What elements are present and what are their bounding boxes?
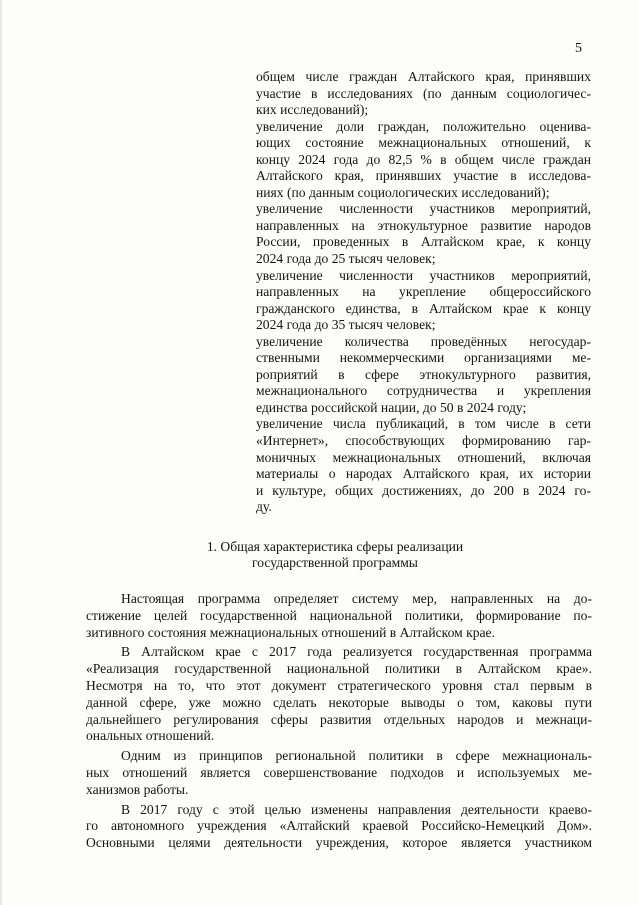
target-line: «Интернет», способствующих формированию гар- [256,433,591,449]
target-line: ниях (по данным социологических исследований); [256,184,550,200]
target-line: ких исследований); [256,102,369,118]
paragraph-line: стижение целей государственной национальной политики, формирование по- [86,607,592,623]
target-line: и культуре, общих достижениях, до 200 в 2024 го- [256,482,591,498]
target-line: моничных межнациональных отношений, включая [256,449,591,465]
target-line: 2024 года до 35 тысяч человек; [256,317,436,333]
paragraph-line: Одним из принципов региональной политики в сфере межнациональ- [121,748,592,764]
paragraph-line: Несмотря на то, что этот документ стратегического уровня стал первым в [86,677,592,693]
target-line: направленных на укрепление общероссийского [256,284,591,300]
scan-edge [0,0,2,905]
target-line: увеличение доли граждан, положительно оценива- [256,118,591,134]
target-line: гражданского единства, в Алтайском крае к концу [256,300,591,316]
target-line: материалы о народах Алтайского края, их истории [256,466,591,482]
target-line: общем числе граждан Алтайского края, принявших [256,69,591,84]
section-title-line: государственной программы [252,554,418,570]
target-line: увеличение численности участников мероприятий, [256,201,591,217]
paragraph-line: ных отношений является совершенствование подходов и используемых ме- [86,764,592,780]
paragraph-line: Настоящая программа определяет систему мер, направленных на до- [121,591,592,606]
page-number: 5 [575,41,582,56]
target-line: ющих состояние межнациональных отношений, к [256,135,591,151]
target-line: увеличение числа публикаций, в том числе в сети [256,416,591,432]
paragraph-line: го автономного учреждения «Алтайский краевой Российско-Немецкий Дом». [86,818,592,834]
body-text [86,591,592,852]
paragraph-line: Основными целями деятельности учреждения, которое является участником [86,835,592,851]
paragraph-line: ональных отношений. [86,728,215,744]
targets-list [256,69,591,516]
target-line: ственными некоммерческими организациями ме- [256,350,591,366]
paragraph-line: В Алтайском крае с 2017 года реализуется государственная программа [121,644,592,660]
paragraph-line: В 2017 году с этой целью изменены направления деятельности краево- [121,801,592,817]
paragraph [86,802,592,852]
target-line: концу 2024 года до 82,5 % в общем числе граждан [256,151,591,167]
paragraph [86,748,592,798]
section-title-line: 1. Общая характеристика сферы реализации [206,539,464,554]
target-line: роприятий в сфере этнокультурного развития, [256,366,591,382]
target-line: увеличение численности участников мероприятий, [256,267,591,283]
paragraph-line: зитивного состояния межнациональных отношений в Алтайском крае. [86,624,495,640]
target-line: единства российской нации, до 50 в 2024 году; [256,399,527,415]
target-line: Алтайского края, принявших участие в исследова- [256,168,591,184]
target-line: направленных на этнокультурное развитие народов [256,217,591,233]
paragraph-line: «Реализация государственной национальной политики в Алтайском крае». [86,661,592,677]
paragraph-line: данной сфере, уже можно сделать некоторые выводы о том, каковы пути [86,694,592,710]
paragraph-line: дальнейшего регулирования сферы развития отдельных народов и межнаци- [86,711,592,727]
target-line: ду. [256,499,272,515]
target-line: 2024 года до 25 тысяч человек; [256,251,436,267]
paragraph-line: ханизмов работы. [86,781,189,797]
target-line: участие в исследованиях (по данным социологичес- [256,85,591,101]
paragraph [86,591,592,641]
paragraph [86,644,592,745]
section-title [150,539,520,570]
target-line: увеличение количества проведённых негосудар- [256,333,591,349]
target-line: межнационального сотрудничества и укрепления [256,383,591,399]
target-line: России, проведенных в Алтайском крае, к концу [256,234,591,250]
